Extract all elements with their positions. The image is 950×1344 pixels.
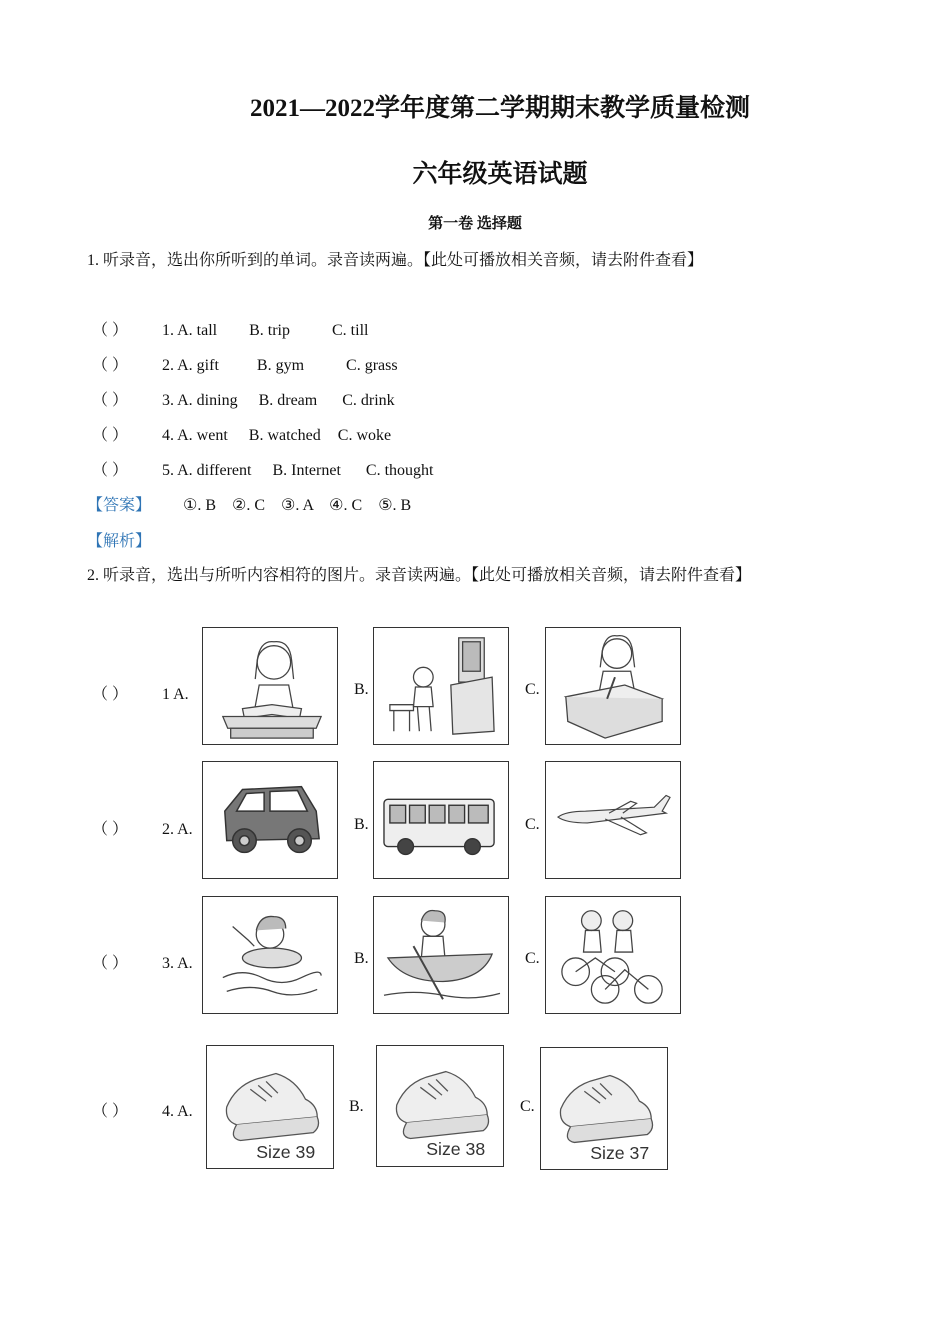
- option-a: 4. A. went: [162, 427, 228, 444]
- option-b: B. gym: [256, 357, 305, 374]
- picture-boys-riding-bikes[interactable]: [545, 896, 681, 1014]
- picture-girl-watching-tv[interactable]: [373, 627, 509, 745]
- answer-blank[interactable]: （ ）: [92, 357, 129, 374]
- size-label: Size 39: [256, 1142, 316, 1163]
- picture-bus[interactable]: [373, 761, 509, 879]
- answer-line: [87, 492, 411, 515]
- answer-text: ①. B ②. C ③. A ④. C ⑤. B: [183, 497, 412, 514]
- answer-label: 【答案】: [87, 497, 152, 514]
- option-c-label: C.: [525, 816, 540, 833]
- option-b: B. trip: [249, 322, 290, 339]
- picture-boy-swimming[interactable]: [202, 896, 338, 1014]
- option-c: C. woke: [337, 427, 392, 444]
- picture-car[interactable]: [202, 761, 338, 879]
- option-b: B. dream: [258, 392, 318, 409]
- q2-row-4-label: [92, 1098, 193, 1121]
- option-c: C. till: [332, 322, 369, 339]
- picture-boy-rowing-boat[interactable]: [373, 896, 509, 1014]
- answer-blank[interactable]: （ ）: [92, 1103, 129, 1120]
- picture-girl-reading-book[interactable]: [202, 627, 338, 745]
- answer-blank[interactable]: （ ）: [92, 427, 129, 444]
- option-b: B. watched: [248, 427, 321, 444]
- option-a-label: 4. A.: [162, 1103, 193, 1120]
- option-a-label: 2. A.: [162, 821, 193, 838]
- option-a: 1. A. tall: [162, 322, 218, 339]
- q2-row-3-label: [92, 950, 193, 973]
- q2-row-2-label: [92, 816, 193, 839]
- picture-shoes-size-37[interactable]: [540, 1047, 668, 1170]
- option-b-label: B.: [349, 1098, 364, 1115]
- answer-blank[interactable]: （ ）: [92, 821, 129, 838]
- answer-blank[interactable]: （ ）: [92, 392, 129, 409]
- question-1-prompt: 1. 听录音，选出你所听到的单词。录音读两遍。【此处可播放相关音频，请去附件查看】: [87, 252, 704, 269]
- q2-row-1-label: [92, 681, 189, 704]
- analysis-label: 【解析】: [87, 533, 152, 550]
- option-a-label: 3. A.: [162, 955, 193, 972]
- picture-shoes-size-38[interactable]: [376, 1045, 504, 1167]
- answer-blank[interactable]: （ ）: [92, 955, 129, 972]
- exam-title: 2021—2022学年度第二学期期末教学质量检测: [249, 95, 750, 122]
- q1-item-2: [92, 352, 398, 375]
- option-b-label: B.: [354, 950, 369, 967]
- option-a: 3. A. dining: [162, 392, 238, 409]
- picture-girl-writing-at-desk[interactable]: [545, 627, 681, 745]
- option-a: 5. A. different: [162, 462, 252, 479]
- exam-subtitle: 六年级英语试题: [412, 161, 588, 188]
- option-c-label: C.: [525, 681, 540, 698]
- picture-airplane[interactable]: [545, 761, 681, 879]
- size-label: Size 37: [590, 1143, 650, 1164]
- option-b-label: B.: [354, 816, 369, 833]
- q1-item-4: [92, 422, 391, 445]
- option-c: C. grass: [346, 357, 398, 374]
- answer-blank[interactable]: （ ）: [92, 462, 129, 479]
- option-c-label: C.: [525, 950, 540, 967]
- option-b: B. Internet: [272, 462, 341, 479]
- size-label: Size 38: [426, 1139, 486, 1160]
- answer-blank[interactable]: （ ）: [92, 686, 129, 703]
- question-2-prompt: 2. 听录音，选出与所听内容相符的图片。录音读两遍。【此处可播放相关音频，请去附件查看】: [87, 567, 752, 584]
- q1-item-3: [92, 387, 395, 410]
- option-c-label: C.: [520, 1098, 535, 1115]
- option-a-label: 1 A.: [162, 686, 189, 703]
- q1-item-1: [92, 317, 368, 340]
- answer-blank[interactable]: （ ）: [92, 322, 129, 339]
- q1-item-5: [92, 457, 433, 480]
- option-b-label: B.: [354, 681, 369, 698]
- picture-shoes-size-39[interactable]: [206, 1045, 334, 1169]
- section-heading: 第一卷 选择题: [428, 216, 522, 232]
- option-c: C. thought: [365, 462, 434, 479]
- option-c: C. drink: [342, 392, 395, 409]
- option-a: 2. A. gift: [162, 357, 219, 374]
